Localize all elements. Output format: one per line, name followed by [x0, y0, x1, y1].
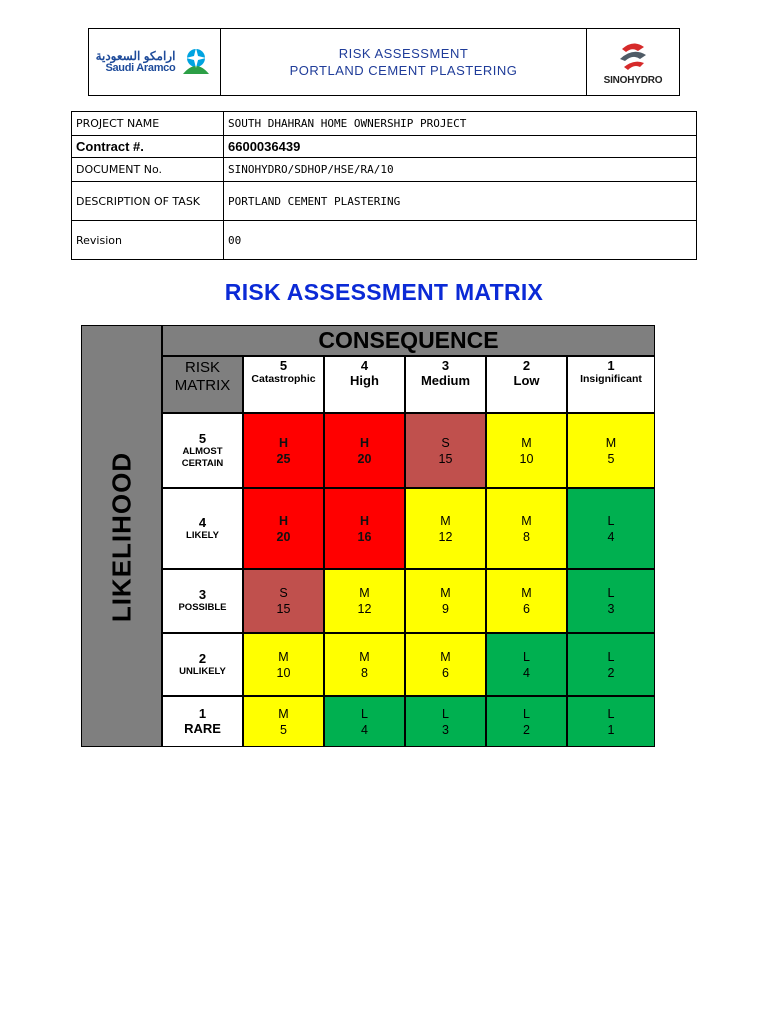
risk-rating-letter: M [521, 435, 532, 450]
corner-label-line-2: MATRIX [174, 377, 231, 394]
likelihood-level-label: UNLIKELY [179, 665, 226, 677]
risk-score: 2 [607, 665, 615, 680]
info-value: SINOHYDRO/SDHOP/HSE/RA/10 [224, 158, 697, 182]
risk-rating-letter: M [521, 513, 532, 528]
risk-cell [243, 569, 324, 633]
likelihood-row-header [162, 413, 243, 488]
risk-cell [405, 413, 486, 488]
consequence-column-header [567, 356, 655, 413]
sinohydro-logo [586, 29, 679, 95]
risk-rating-letter: L [607, 649, 615, 664]
risk-rating-letter: M [521, 586, 532, 600]
info-row-project-name [72, 112, 697, 136]
risk-score: 2 [523, 722, 530, 737]
consequence-level-number: 4 [360, 358, 369, 373]
document-header [88, 28, 680, 96]
consequence-column-header [324, 356, 405, 413]
risk-score: 10 [276, 665, 291, 680]
risk-matrix [81, 325, 655, 747]
risk-score: 5 [280, 722, 287, 737]
risk-rating-letter: M [278, 649, 289, 664]
info-row-document-no [72, 158, 697, 182]
consequence-level-number: 1 [607, 358, 615, 373]
risk-score: 8 [523, 529, 530, 544]
risk-rating-letter: M [359, 586, 370, 600]
risk-score: 15 [276, 602, 291, 616]
sinohydro-emblem-icon [616, 39, 650, 73]
risk-rating-letter: M [440, 649, 451, 664]
risk-cell [243, 633, 324, 696]
risk-matrix-corner [162, 356, 243, 413]
risk-cell [405, 633, 486, 696]
risk-score: 15 [438, 451, 453, 466]
likelihood-level-number: 1 [198, 706, 207, 721]
info-value: SOUTH DHAHRAN HOME OWNERSHIP PROJECT [224, 112, 697, 136]
likelihood-row-header [162, 696, 243, 747]
likelihood-level-label: CERTAIN [181, 457, 224, 469]
likelihood-level-number: 2 [198, 650, 207, 666]
risk-rating-letter: L [523, 649, 530, 664]
risk-cell [243, 413, 324, 488]
likelihood-row-header [162, 569, 243, 633]
risk-score: 6 [523, 602, 530, 616]
risk-score: 20 [357, 451, 372, 466]
risk-score: 3 [442, 722, 449, 737]
risk-score: 5 [607, 451, 615, 466]
risk-rating-letter: L [607, 586, 615, 600]
risk-cell [567, 633, 655, 696]
risk-rating-letter: M [605, 435, 617, 450]
likelihood-row-header [162, 633, 243, 696]
info-row-revision [72, 221, 697, 260]
matrix-title: RISK ASSESSMENT MATRIX [224, 279, 544, 305]
risk-rating-letter: H [278, 513, 289, 528]
risk-cell [486, 569, 567, 633]
risk-rating-letter: H [278, 435, 289, 450]
saudi-aramco-logo [89, 29, 221, 95]
likelihood-level-number: 3 [198, 587, 207, 602]
risk-rating-letter: S [441, 435, 450, 450]
risk-cell [486, 413, 567, 488]
risk-score: 8 [361, 665, 368, 680]
consequence-level-number: 5 [279, 358, 288, 373]
risk-rating-letter: M [359, 649, 370, 664]
risk-cell [567, 696, 655, 747]
aramco-emblem-icon [179, 44, 213, 80]
risk-score: 25 [276, 451, 291, 466]
consequence-column-header [486, 356, 567, 413]
info-row-contract [72, 136, 697, 158]
risk-cell [405, 696, 486, 747]
likelihood-level-label: RARE [184, 721, 221, 736]
risk-rating-letter: M [278, 706, 289, 721]
likelihood-level-label: POSSIBLE [178, 602, 227, 613]
risk-cell [324, 696, 405, 747]
consequence-column-header [243, 356, 324, 413]
info-label: Revision [72, 221, 224, 260]
risk-cell [567, 413, 655, 488]
risk-score: 4 [607, 529, 615, 544]
info-value: 00 [224, 221, 697, 260]
info-value: PORTLAND CEMENT PLASTERING [224, 182, 697, 221]
risk-rating-letter: S [279, 586, 288, 600]
header-title [221, 29, 586, 95]
risk-rating-letter: M [440, 586, 451, 600]
risk-score: 1 [607, 722, 615, 737]
risk-score: 12 [357, 602, 372, 616]
risk-score: 3 [607, 602, 615, 616]
likelihood-level-number: 5 [198, 430, 207, 446]
likelihood-row-header [162, 488, 243, 569]
likelihood-level-number: 4 [198, 514, 207, 530]
risk-rating-letter: L [523, 706, 530, 721]
info-label: Contract #. [72, 136, 224, 158]
risk-score: 16 [357, 529, 372, 544]
risk-rating-letter: L [607, 706, 615, 721]
risk-cell [324, 569, 405, 633]
aramco-arabic-name: ارامكو السعودية [95, 49, 176, 63]
risk-score: 6 [442, 665, 449, 680]
risk-cell [243, 696, 324, 747]
consequence-level-label: Medium [420, 373, 471, 388]
risk-cell [486, 488, 567, 569]
risk-rating-letter: H [359, 513, 370, 528]
info-label: DESCRIPTION OF TASK [72, 182, 224, 221]
header-title-line-2: PORTLAND CEMENT PLASTERING [289, 63, 518, 78]
consequence-level-number: 3 [441, 358, 450, 373]
consequence-level-label: Low [513, 373, 540, 388]
risk-rating-letter: H [359, 435, 370, 450]
consequence-level-number: 2 [522, 358, 531, 373]
risk-rating-letter: M [440, 513, 451, 528]
info-value: 6600036439 [224, 136, 697, 158]
risk-cell [405, 569, 486, 633]
risk-score: 4 [523, 665, 530, 680]
aramco-english-name: Saudi Aramco [105, 62, 176, 74]
risk-score: 20 [276, 529, 291, 544]
risk-score: 12 [438, 529, 453, 544]
likelihood-level-label: LIKELY [186, 529, 219, 541]
info-label: DOCUMENT No. [72, 158, 224, 182]
risk-cell [567, 569, 655, 633]
likelihood-label: LIKELIHOOD [106, 451, 137, 623]
risk-rating-letter: L [607, 513, 615, 528]
consequence-level-label: Catastrophic [251, 373, 316, 385]
risk-cell [324, 633, 405, 696]
consequence-header: CONSEQUENCE [162, 325, 655, 356]
risk-rating-letter: L [442, 706, 449, 721]
consequence-column-header [405, 356, 486, 413]
risk-cell [243, 488, 324, 569]
info-row-description [72, 182, 697, 221]
corner-label-line-1: RISK [184, 359, 220, 376]
project-info-table [71, 111, 697, 260]
risk-cell [486, 633, 567, 696]
risk-score: 9 [442, 602, 449, 616]
risk-score: 10 [519, 451, 534, 466]
info-label: PROJECT NAME [72, 112, 224, 136]
header-title-line-1: RISK ASSESSMENT [338, 46, 469, 61]
risk-cell [567, 488, 655, 569]
risk-cell [486, 696, 567, 747]
consequence-level-label: Insignificant [580, 373, 642, 385]
likelihood-header [81, 325, 162, 747]
consequence-level-label: High [350, 373, 379, 388]
risk-cell [324, 488, 405, 569]
risk-cell [405, 488, 486, 569]
likelihood-level-label: ALMOST [182, 445, 223, 457]
risk-score: 4 [361, 722, 368, 737]
risk-cell [324, 413, 405, 488]
sinohydro-wordmark: SINOHYDRO [603, 74, 663, 86]
risk-rating-letter: L [361, 706, 368, 721]
